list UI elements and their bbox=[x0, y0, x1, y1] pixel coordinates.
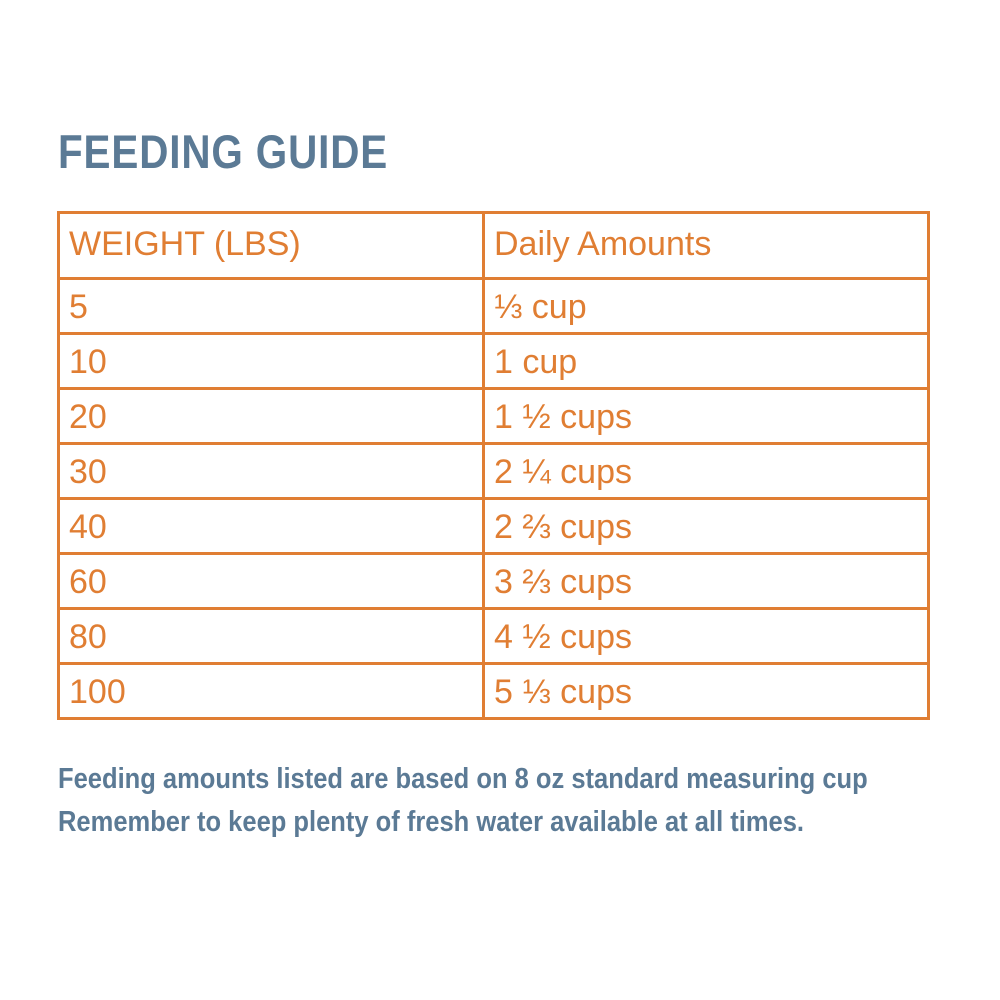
cell-amount: ⅓ cup bbox=[484, 279, 929, 334]
cell-weight: 80 bbox=[59, 609, 484, 664]
feeding-table bbox=[57, 211, 930, 720]
table-row bbox=[59, 444, 929, 499]
cell-weight: 40 bbox=[59, 499, 484, 554]
table-row bbox=[59, 499, 929, 554]
cell-weight: 100 bbox=[59, 664, 484, 719]
table-row bbox=[59, 279, 929, 334]
cell-weight: 20 bbox=[59, 389, 484, 444]
cell-weight: 60 bbox=[59, 554, 484, 609]
cell-amount: 1 ½ cups bbox=[484, 389, 929, 444]
cell-amount: 3 ⅔ cups bbox=[484, 554, 929, 609]
table-row bbox=[59, 389, 929, 444]
header-daily-amounts: Daily Amounts bbox=[484, 213, 929, 279]
note-measuring-cup: Feeding amounts listed are based on 8 oz standard measuring cup bbox=[58, 763, 868, 795]
page-title: FEEDING GUIDE bbox=[58, 125, 389, 178]
note-fresh-water: Remember to keep plenty of fresh water available at all times. bbox=[58, 806, 805, 838]
table-row bbox=[59, 334, 929, 389]
cell-weight: 30 bbox=[59, 444, 484, 499]
cell-amount: 2 ⅔ cups bbox=[484, 499, 929, 554]
header-weight: WEIGHT (LBS) bbox=[59, 213, 484, 279]
cell-amount: 5 ⅓ cups bbox=[484, 664, 929, 719]
table-header-row bbox=[59, 213, 929, 279]
table-row bbox=[59, 609, 929, 664]
footnotes bbox=[58, 758, 868, 844]
cell-amount: 1 cup bbox=[484, 334, 929, 389]
cell-amount: 4 ½ cups bbox=[484, 609, 929, 664]
table-row bbox=[59, 664, 929, 719]
table-row bbox=[59, 554, 929, 609]
cell-weight: 5 bbox=[59, 279, 484, 334]
cell-weight: 10 bbox=[59, 334, 484, 389]
cell-amount: 2 ¼ cups bbox=[484, 444, 929, 499]
